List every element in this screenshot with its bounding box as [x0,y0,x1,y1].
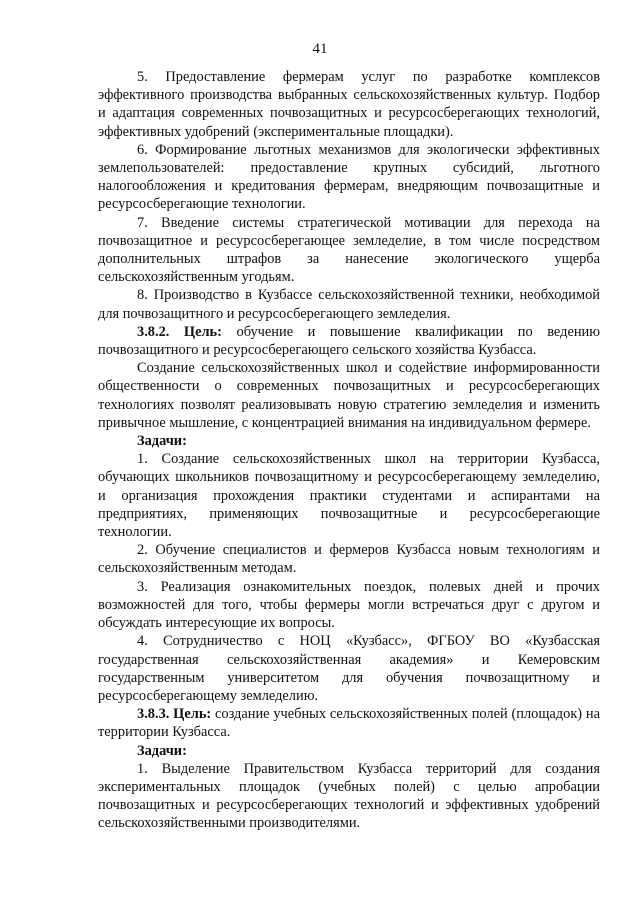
paragraph [98,541,600,577]
tasks-label: Задачи: [137,433,187,450]
paragraph-text: 7. Введение системы стратегической мотивации для перехода на почвозащитное и ресурсосберегающее земледелие, в том числе посредством дополнительных штрафов за нанесение экологического ущерба сельскохозяйственным угодьям. [98,214,600,286]
goal-paragraph [98,705,600,741]
paragraph-text: 4. Сотрудничество с НОЦ «Кузбасс», ФГБОУ ВО «Кузбасская государственная сельскохозяйственная академия» и Кемеровским государственным университетом для обучения почвозащитному и ресурсосберегающему земледелию. [98,633,600,704]
tasks-label: Задачи: [137,742,187,759]
paragraph-text: 1. Создание сельскохозяйственных школ на территории Кузбасса, обучающих школьников почвозащитному и ресурсосберегающему земледелию, и организация прохождения практики студентами и аспирантами на предприятиях, применяющих почвозащитные и ресурсосберегающие технологии. [98,451,600,541]
paragraph-text: Создание сельскохозяйственных школ и содействие информированности общественности о современных почвозащитных и ресурсосберегающих технологиях позволят реализовывать новую стратегию земледелия и изменить привычное мышление, с концентрацией внимания на индивидуальном фермере. [98,360,600,431]
paragraph [98,450,600,541]
paragraph [98,68,600,141]
goal-label: 3.8.3. Цель: [137,706,212,723]
paragraph-text: 3. Реализация ознакомительных поездок, полевых дней и прочих возможностей для того, чтобы фермеры могли встречаться друг с другом и обсуждать интересующие их вопросы. [98,578,600,632]
paragraph [98,632,600,705]
paragraph [98,578,600,633]
paragraph-text: 8. Производство в Кузбассе сельскохозяйственной техники, необходимой для почвозащитного и ресурсосберегающего земледелия. [98,287,600,322]
paragraph-text: 2. Обучение специалистов и фермеров Кузбасса новым технологиям и сельскохозяйственным методам. [98,542,600,577]
goal-label: 3.8.2. Цель: [137,323,222,340]
paragraph [98,286,600,322]
paragraph [98,214,600,287]
paragraph [98,359,600,432]
page-number: 41 [312,41,328,57]
tasks-heading [98,742,600,760]
paragraph [98,760,600,833]
goal-paragraph [98,323,600,359]
tasks-heading [98,432,600,450]
page-body [98,68,600,833]
paragraph-text: 5. Предоставление фермерам услуг по разработке комплексов эффективного производства выбранных сельскохозяйственных культур. Подбор и адаптация современных почвозащитных и ресурсосберегающих технологий, эффективных удобрений (экспериментальные площадки). [98,69,600,140]
paragraph-text: создание учебных сельскохозяйственных полей (площадок) на территории Кузбасса. [98,706,600,741]
paragraph-text: 1. Выделение Правительством Кузбасса территорий для создания экспериментальных площадок (учебных полей) с целью апробации почвозащитных и ресурсосберегающих технологий и эффективных удобрений сельскохозяйственными производителями. [98,760,600,832]
paragraph-text: 6. Формирование льготных механизмов для экологически эффективных землепользователей: предоставление крупных субсидий, льготного налогообложения и кредитования фермерам, внедряющим почвозащитные и ресурсосберегающие технологии. [98,141,600,213]
paragraph [98,141,600,214]
paragraph-text: обучение и повышение квалификации по ведению почвозащитного и ресурсосберегающего сельского хозяйства Кузбасса. [98,323,600,359]
